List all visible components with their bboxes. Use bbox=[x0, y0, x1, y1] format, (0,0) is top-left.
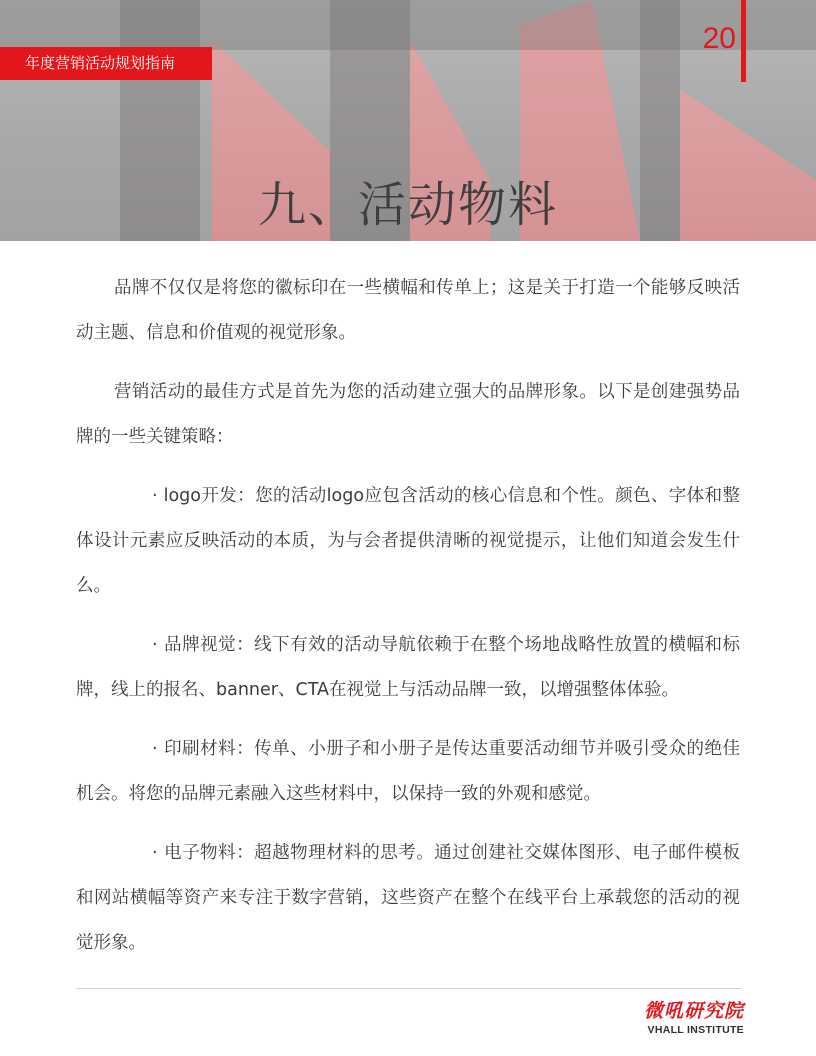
bullet-dot-icon: · bbox=[152, 635, 158, 655]
bullet-item bbox=[76, 727, 740, 817]
bullet-item bbox=[76, 623, 740, 713]
bullet-item bbox=[76, 831, 740, 966]
bullet-text: logo开发：您的活动logo应包含活动的核心信息和个性。颜色、字体和整体设计元素应反映活动的本质，为与会者提供清晰的视觉提示，让他们知道会发生什么。 bbox=[76, 486, 740, 596]
bullet-text: 印刷材料：传单、小册子和小册子是传达重要活动细节并吸引受众的绝佳机会。将您的品牌元素融入这些材料中，以保持一致的外观和感觉。 bbox=[76, 739, 740, 804]
body-content bbox=[76, 266, 740, 980]
page-title: 九、活动物料 bbox=[257, 177, 558, 233]
page-number-bar bbox=[741, 0, 746, 82]
bullet-item bbox=[76, 474, 740, 609]
bullet-dot-icon: · bbox=[152, 843, 158, 863]
bullet-dot-icon: · bbox=[152, 486, 158, 506]
document-tag: 年度营销活动规划指南 bbox=[0, 47, 212, 80]
page-number: 20 bbox=[702, 22, 736, 55]
paragraph-text: 营销活动的最佳方式是首先为您的活动建立强大的品牌形象。以下是创建强势品牌的一些关键策略： bbox=[76, 382, 740, 447]
brand-name-cn: 微吼研究院 bbox=[643, 1000, 744, 1022]
paragraph bbox=[76, 370, 740, 460]
brand-name-en: VHALL INSTITUTE bbox=[647, 1024, 744, 1036]
paragraph-text: 品牌不仅仅是将您的徽标印在一些横幅和传单上；这是关于打造一个能够反映活动主题、信息和价值观的视觉形象。 bbox=[76, 278, 740, 343]
brand-logo bbox=[644, 998, 744, 1036]
bullet-text: 电子物料：超越物理材料的思考。通过创建社交媒体图形、电子邮件模板和网站横幅等资产来专注于数字营销，这些资产在整个在线平台上承载您的活动的视觉形象。 bbox=[76, 843, 740, 953]
footer-divider bbox=[76, 988, 741, 989]
paragraph bbox=[76, 266, 740, 356]
bullet-text: 品牌视觉：线下有效的活动导航依赖于在整个场地战略性放置的横幅和标牌，线上的报名、banner、CTA在视觉上与活动品牌一致，以增强整体体验。 bbox=[76, 635, 740, 700]
bullet-dot-icon: · bbox=[152, 739, 158, 759]
